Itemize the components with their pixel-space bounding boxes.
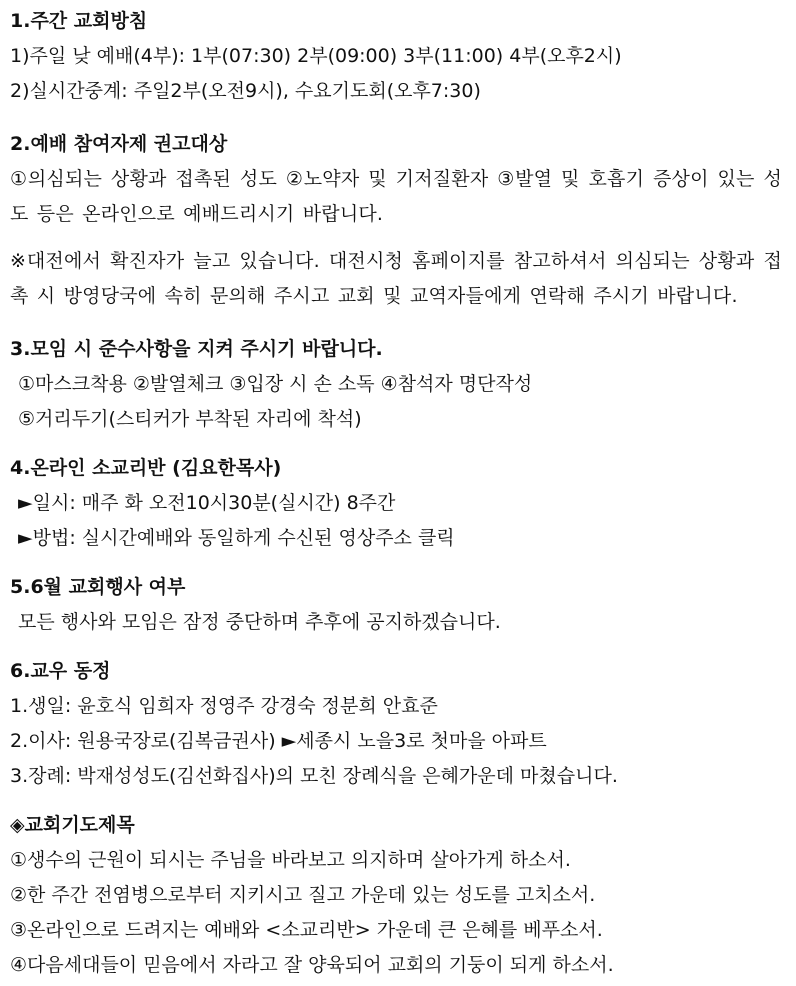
section-heading: 2.예배 참여자제 권고대상 bbox=[10, 133, 228, 155]
section-heading: ◈교회기도제목 bbox=[10, 814, 135, 836]
restraint-target-paragraph: ①의심되는 상황과 접촉된 성도 ②노약자 및 기저질환자 ③발열 및 호흡기 증상이 있는 성도 등은 온라인으로 예배드리시기 바랍니다. bbox=[10, 168, 782, 225]
section-online-catechism bbox=[10, 451, 782, 556]
section-attendance-restraint bbox=[10, 127, 782, 314]
section-weekly-policy bbox=[10, 4, 782, 109]
catechism-schedule-line: ►일시: 매주 화 오전10시30분(실시간) 8주간 bbox=[18, 492, 396, 514]
prayer-topic-line: ①생수의 근원이 되시는 주님을 바라보고 의지하며 살아가게 하소서. bbox=[10, 849, 571, 871]
section-meeting-rules bbox=[10, 332, 782, 437]
events-notice-line: 모든 행사와 모임은 잠정 중단하며 추후에 공지하겠습니다. bbox=[18, 611, 501, 633]
section-june-events bbox=[10, 570, 782, 640]
worship-schedule-line: 1)주일 낮 예배(4부): 1부(07:30) 2부(09:00) 3부(11:00) 4부(오후2시) bbox=[10, 45, 622, 67]
section-heading: 3.모임 시 준수사항을 지켜 주시기 바랍니다. bbox=[10, 338, 383, 360]
section-prayer-topics bbox=[10, 808, 782, 983]
catechism-method-line: ►방법: 실시간예배와 동일하게 수신된 영상주소 클릭 bbox=[18, 527, 455, 549]
live-stream-line: 2)실시간중계: 주일2부(오전9시), 수요기도회(오후7:30) bbox=[10, 80, 481, 102]
section-heading: 5.6월 교회행사 여부 bbox=[10, 576, 186, 598]
section-member-news bbox=[10, 654, 782, 794]
moving-line: 2.이사: 원용국장로(김복금권사) ►세종시 노을3로 첫마을 아파트 bbox=[10, 730, 547, 752]
meeting-rule-line: ①마스크착용 ②발열체크 ③입장 시 손 소독 ④참석자 명단작성 bbox=[18, 373, 533, 395]
section-heading: 6.교우 동정 bbox=[10, 660, 111, 682]
prayer-topic-line: ④다음세대들이 믿음에서 자라고 잘 양육되어 교회의 기둥이 되게 하소서. bbox=[10, 954, 614, 976]
birthday-line: 1.생일: 윤호식 임희자 정영주 강경숙 정분희 안효준 bbox=[10, 695, 438, 717]
funeral-line: 3.장례: 박재성성도(김선화집사)의 모친 장례식을 은혜가운데 마쳤습니다. bbox=[10, 765, 618, 787]
section-heading: 1.주간 교회방침 bbox=[10, 10, 148, 32]
prayer-topic-line: ②한 주간 전염병으로부터 지키시고 질고 가운데 있는 성도를 고치소서. bbox=[10, 884, 596, 906]
prayer-topic-line: ③온라인으로 드려지는 예배와 <소교리반> 가운데 큰 은혜를 베푸소서. bbox=[10, 919, 603, 941]
section-heading: 4.온라인 소교리반 (김요한목사) bbox=[10, 457, 282, 479]
daejeon-notice-paragraph: ※대전에서 확진자가 늘고 있습니다. 대전시청 홈페이지를 참고하셔서 의심되는 상황과 접촉 시 방영당국에 속히 문의해 주시고 교회 및 교역자들에게 연락해 주시기 바랍니다. bbox=[10, 250, 782, 307]
meeting-rule-line: ⑤거리두기(스티커가 부착된 자리에 착석) bbox=[18, 408, 362, 430]
